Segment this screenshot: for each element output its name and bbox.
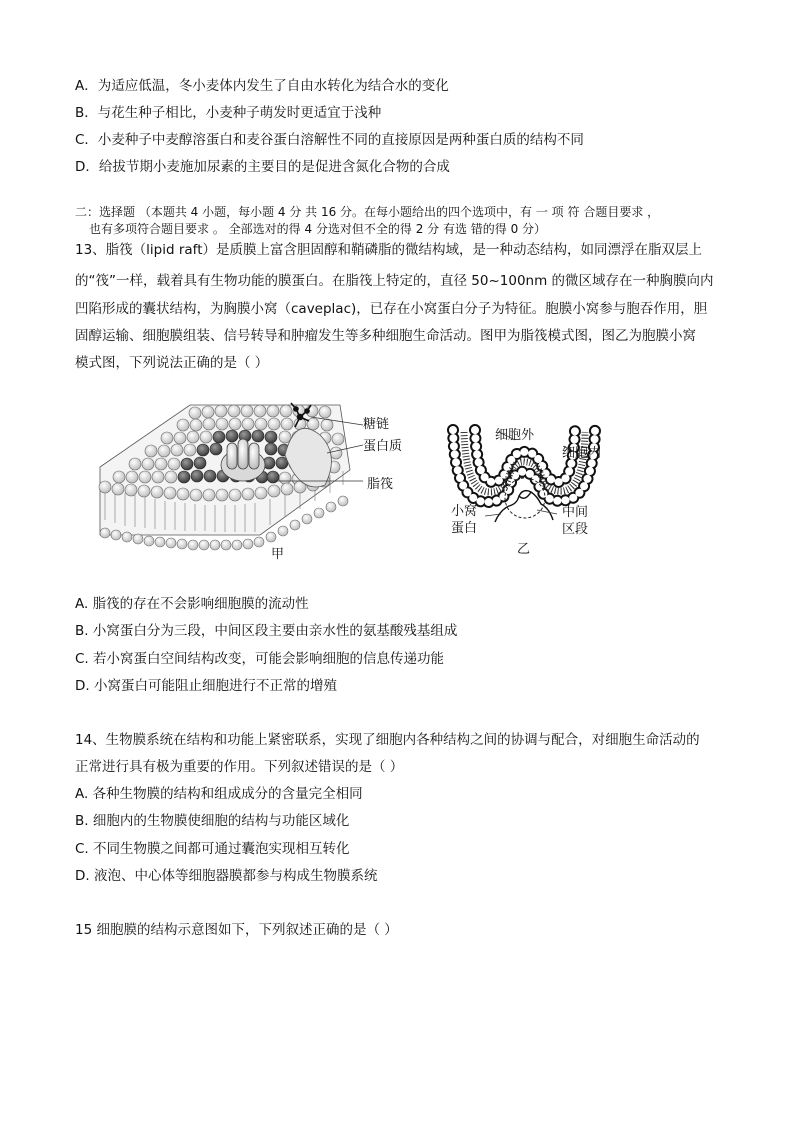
q13-stem-line-4: 固醇运输、细胞膜组装、信号转导和肿瘤发生等多种细胞生命活动。图甲为脂筏模式图，图乙为胞膜小窝 (75, 328, 696, 344)
q13-option-d: D. 小窝蛋白可能阻止细胞进行不正常的增殖 (75, 678, 337, 694)
q12-option-a: A．为适应低温，冬小麦体内发生了自由水转化为结合水的变化 (75, 78, 449, 94)
label-middle-segment-line-1: 中间 (562, 505, 589, 520)
q13-option-c: C. 若小窝蛋白空间结构改变，可能会影响细胞的信息传递功能 (75, 651, 445, 667)
q12-option-c: C．小麦种子中麦醇溶蛋白和麦谷蛋白溶解性不同的直接原因是两种蛋白质的结构不同 (75, 132, 584, 148)
section-heading-line-2: 也有多项符合题目要求 。 全部选对的得 4 分选对但不全的得 2 分 有选 错的得 0 分） (89, 222, 547, 236)
figure-yi-caption: 乙 (517, 542, 531, 557)
label-protein: 蛋白质 (363, 439, 403, 454)
label-lipid-raft: 脂筏 (367, 477, 394, 492)
q13-stem-line-5: 模式图，下列说法正确的是（ ） (75, 355, 269, 371)
label-sugar-chain: 糖链 (363, 417, 390, 432)
lipid-raft-figure (95, 395, 425, 570)
q12-option-d: D．给拔节期小麦施加尿素的主要目的是促进含氮化合物的合成 (75, 159, 450, 175)
q14-stem-line-2: 正常进行具有极为重要的作用。下列叙述错误的是（ ） (75, 759, 404, 775)
figure-jia-caption: 甲 (271, 547, 285, 562)
caveola-figure (445, 410, 615, 570)
q14-stem-line-1: 14、生物膜系统在结构和功能上紧密联系，实现了细胞内各种结构之间的协调与配合，对细胞生命活动的 (75, 732, 700, 748)
q13-stem-line-1: 13、脂筏（lipid raft）是质膜上富含胆固醇和鞘磷脂的微结构域，是一种动态结构，如同漂浮在脂双层上 (75, 242, 702, 258)
q14-option-b: B. 细胞内的生物膜使细胞的结构与功能区域化 (75, 813, 350, 829)
q12-option-b: B．与花生种子相比，小麦种子萌发时更适宜于浅种 (75, 105, 382, 121)
q14-option-c: C. 不同生物膜之间都可通过囊泡实现相互转化 (75, 841, 350, 857)
label-middle-segment-line-2: 区段 (562, 522, 589, 537)
label-caveolin-line-2: 蛋白 (451, 521, 478, 536)
section-heading-line-1: 二：选择题 （本题共 4 小题，每小题 4 分 共 16 分。在每小题给出的四个选项中，有 一 项 符 合题目要求 ， (75, 205, 660, 219)
q14-option-a: A. 各种生物膜的结构和组成成分的含量完全相同 (75, 786, 363, 802)
label-cell-exterior: 细胞外 (495, 428, 535, 443)
raft-protein (221, 439, 265, 481)
q14-option-d: D. 液泡、中心体等细胞器膜都参与构成生物膜系统 (75, 868, 378, 884)
q13-option-a: A. 脂筏的存在不会影响细胞膜的流动性 (75, 596, 309, 612)
q15-stem: 15 细胞膜的结构示意图如下，下列叙述正确的是（ ） (75, 922, 398, 938)
q13-stem-line-2: 的“筏”一样，载着具有生物功能的膜蛋白。在脂筏上特定的，直径 50~100nm 的微区域存在一种胸膜向内 (75, 273, 714, 289)
label-caveolin-line-1: 小窝 (451, 504, 478, 519)
label-cell-interior: 细胞内 (562, 446, 602, 461)
q13-option-b: B. 小窝蛋白分为三段，中间区段主要由亲水性的氨基酸残基组成 (75, 623, 458, 639)
q13-stem-line-3: 凹陷形成的囊状结构，为胸膜小窝（caveplac)，已存在小窝蛋白分子为特征。胞膜小窝参与胞吞作用，胆 (75, 301, 708, 317)
